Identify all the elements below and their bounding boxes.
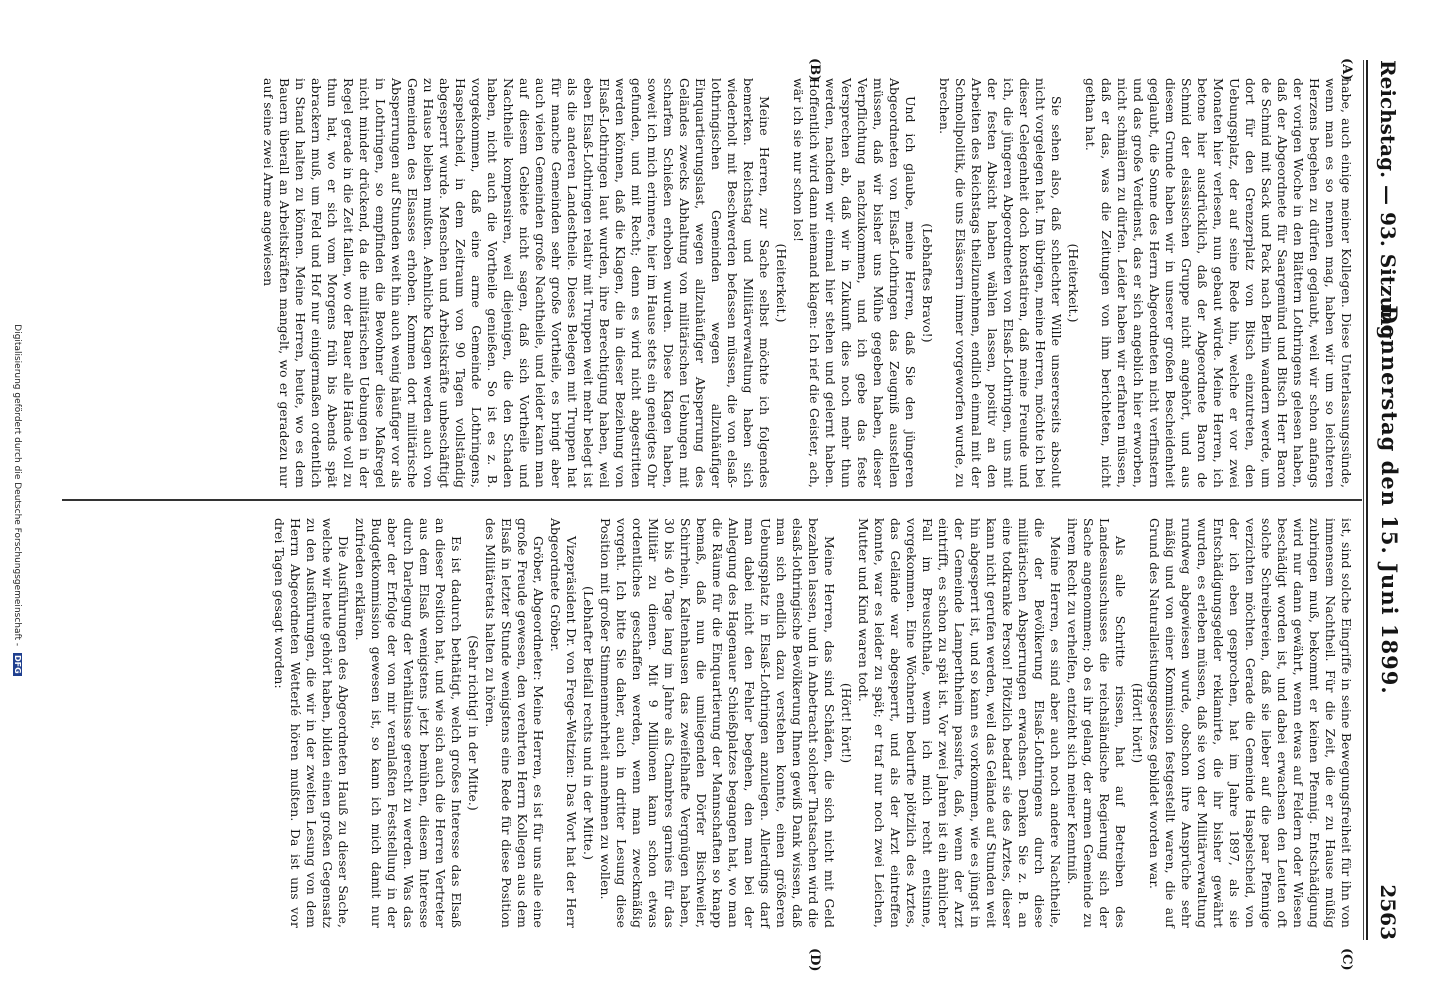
digitization-credit [8, 20, 22, 980]
header-session: Reichstag. — 93. Sitzung. [1376, 60, 1400, 347]
interjection: (Sehr richtig! in der Mitte.) [466, 635, 481, 811]
left-column [259, 78, 1354, 488]
paragraph: Es ist dadurch bethätigt, welch großes Interesse das Elsaß an dieser Position hat, und wie sich auch die Herren Vertreter aus dem Elsaß wenigstens jetzt bemühen, diesem Interesse durch Darlegung der Verhältnisse gerecht zu werden. Was das aber der Erfolge der von mir veranlaßten Feststellung in der Budgetkommission gewesen ist, so kann ich mich damit nur zufrieden erklären. [353, 518, 464, 928]
paragraph: Meine Herren, zur Sache selbst möchte ich folgendes bemerken. Reichstag und Militärverwaltung haben sich wiederholt mit Beschwerden befassen müssen, die von elsaß-lothringischen Gemeinden wegen allzuhäufiger Einquartierungslast, wegen allzuhäufiger Absperrung des Geländes zwecks Abhaltung von militärischen Uebungen mit scharfem Schießen erhoben wurden. Diese Klagen haben, soweit ich mich erinnere, hier im Hause stets ein geneigtes Ohr gefunden, und mit Recht; denn es wird nicht abgestritten werden können, daß die Klagen, die in dieser Beziehung von Elsaß-Lothringen laut wurden, ihre Berechtigung haben, weil eben Elsaß-Lothringen relativ mit Truppen weit mehr belegt ist als die anderen Landestheile. Dieses Belegen mit Truppen hat für manche Gemeinden sehr große Vortheile, es bringt aber auch vielen Gemeinden große Nachtheile, und leider kann man auf diesem Gebiete nicht sagen, daß sich Vortheile und Nachtheile kompensiren, weil diejenigen, die den Schaden haben, nicht auch die Vortheile genießen. So ist es z. B. vorgekommen, daß eine arme Gemeinde Lothringens, Haspelscheid, in dem Zeitraum von 90 Tagen vollständig abgesperrt wurde. Menschen und Arbeitskräfte unbeschäftigt zu Hause bleiben mußten. Aehnliche Klagen werden auch von Gemeinden des Elsasses erhoben. Kommen dort militärische Absperrungen auf Stunden weit hin auch wenig häufiger vor als in Lothringen, so empfinden die Bewohner diese Maßregel nicht minder drückend, da die militärischen Uebungen in der Regel gerade in die Zeit fallen, wo der Bauer alle Hände voll zu thun hat, wo er sich vom Morgens früh bis Abends spät abrackern muß, um Feld und Hof nur einigermaßen ordentlich in Stand halten zu können. Meine Herren, heute, wo es dem Bauern überall an Arbeitskräften mangelt, wo er geradezu nur auf seine zwei Arme angewiesen [261, 78, 772, 488]
dfg-logo: DFG [13, 655, 22, 674]
header-date: Donnerstag den 15. Juni 1899. [1377, 305, 1402, 695]
page-number: 2563 [1376, 884, 1400, 940]
footer-text: Digitalisierung gefördert durch die Deutsche Forschungsgemeinschaft - [12, 324, 22, 647]
paragraph: Vizepräsident Dr. von Frege-Weltzien: Das Wort hat der Herr Abgeordnete Gröber. [548, 518, 579, 928]
margin-marker-a: (A) [1339, 58, 1354, 81]
interjection: (Lebhaftes Bravo!) [920, 223, 935, 343]
paragraph: Und ich glaube, meine Herren, daß Sie den jüngeren Abgeordneten von Elsaß-Lothringen das Zeugniß ausstellen müssen, daß wir bisher uns Mühe gegeben haben, dieser Verpflichtung nachzukommen, und ich gebe das feste Versprechen ab, daß wir in Zukunft dies noch mehr thun werden, nachdem wir einmal hier stehen und gelernt haben. Hoffentlich wird dann niemand klagen: Ich rief die Geister, ach, wär ich sie nur schon los! [791, 78, 918, 488]
paragraph: Gröber, Abgeordneter: Meine Herren, es ist für uns alle eine große Freude gewesen, den verehrten Herrn Kollegen aus dem Elsaß in letzter Stunde wenigstens eine Rede für diese Position des Militäretats halten zu hören. [483, 518, 546, 928]
margin-marker-b: (B) [807, 58, 822, 82]
paragraph: ist, sind solche Eingriffe in seine Bewegungsfreiheit für ihn von immensem Nachtheil. Für die Zeit, die er zu Hause müßig zubringen muß, bekommt er keinen Pfennig. Entschädigung wird nur dann gewährt, wenn etwas auf Feldern oder Wiesen beschädigt worden ist, und dabei erwachsen den Leuten oft solche Schreibereien, daß sie lieber auf die paar Pfennige verzichten möchten. Gerade die Gemeinde Haspelscheid, von der ich eben gesprochen, hat im Jahre 1897, als sie Entschädigungsgelder reklamirte, die ihr bisher gewährt wurden, es erleben müssen, daß sie von der Militärverwaltung rundweg abgewiesen wurde, obschon ihre Ansprüche sehr mäßig und von einer Kommission festgestellt waren, die auf Grund des Naturalleistungsgesetzes gebildet worden war. [1147, 518, 1354, 928]
paragraph: Die Ausführungen des Abgeordneten Hauß zu dieser Sache, welche wir heute gehört haben, bilden einen großen Gegensatz zu den Ausführungen, die wir in der zweiten Lesung von dem Herrn Abgeordneten Wetterlé hören mußten. Da ist uns vor drei Tagen gesagt worden: [272, 518, 351, 928]
paragraph: Meine Herren, das sind Schäden, die sich nicht mit Geld bezahlen lassen, und in Anbetracht solcher Thatsachen wird die elsaß-lothringische Bevölkerung Ihnen gewiß Dank wissen, daß man sich endlich dazu verstehen konnte, einen größeren Uebungsplatz in Elsaß-Lothringen anzulegen. Allerdings darf man dabei nicht den Fehler begehen, den man bei der Anlegung des Hagenauer Schießplatzes begangen hat, wo man die Räume für die Einquartierung der Mannschaften so knapp bemaß, daß nun die umliegenden Dörfer Bischweiler, Schirrhein, Kaltenhausen das zweifelhafte Vergnügen haben, 30 bis 40 Tage lang im Jahre als Chambres garnies für das Militär zu dienen. Mit 9 Millionen kann schon etwas ordentliches geschaffen werden, wenn man zweckmäßig vorgeht. Ich bitte Sie daher, auch in dritter Lesung diese Position mit großer Stimmenmehrheit annehmen zu wollen. [598, 518, 837, 928]
interjection: (Hört! hört!) [1130, 682, 1145, 764]
interjection: (Lebhafter Beifall rechts und in der Mitte.) [581, 585, 596, 861]
interjection: (Heiterkeit.) [1066, 243, 1081, 323]
paragraph: habe, auch einige meiner Kollegen. Diese Unterlassungssünde, wenn man es so nennen mag, haben wir um so leichteren Herzens begehen zu dürfen geglaubt, weil wir schon anfangs der vorigen Woche in den Blättern Lothringens gelesen haben, daß der Abgeordnete für Saargemünd und Bitsch Herr Baron de Schmid mit Sack und Pack nach Berlin wandern werde, um dort für den Grenzerplatz von Bitsch einzutreten, den Uebungsplatz, der auf seine Rede hin, welche er vor zwei Monaten hier verlesen, nun gebaut würde. Meine Herren, ich betone hier ausdrücklich, daß der Abgeordnete Baron de Schmid der elsässischen Gruppe nicht angehört, und aus diesem Grunde haben wir in unserer großen Bescheidenheit geglaubt, die Sonne des Herrn Abgeordneten nicht verfinstern und das große Verdienst, das er sich angeblich hier erworben, nicht schmälern zu dürfen. Leider haben wir erfahren müssen, daß er das, was die Zeitungen von ihm berichteten, nicht gethan hat. [1083, 78, 1354, 488]
page-header [1372, 60, 1406, 940]
paragraph: Als alle Schritte rissen, hat auf Betreiben des Landesausschusses die reichsländische Regierung sich der Sache angenommen; ob es ihr gelang, der armen Gemeinde zu ihrem Recht zu verhelfen, entzieht sich meiner Kenntniß. [1065, 518, 1128, 928]
right-column [270, 518, 1354, 928]
paragraph: Sie sehen also, daß schlechter Wille unsererseits absolut nicht vorgelegen hat. Im übrigen, meine Herren, möchte ich bei dieser Gelegenheit doch konstatiren, daß meine Freunde und ich, die jüngeren Abgeordneten von Elsaß-Lothringen, uns mit der festen Absicht haben wählen lassen, positiv an den Arbeiten des Reichstags theilzunehmen, endlich einmal mit der Schmollpolitik, die uns Elsässern immer vorgeworfen wurde, zu brechen. [937, 78, 1064, 488]
header-rule-thin [1363, 60, 1364, 940]
header-rule [1366, 60, 1368, 940]
margin-marker-d: (D) [807, 948, 822, 972]
paragraph: Meine Herren, es sind aber auch noch andere Nachtheile, die der Bevölkerung Elsaß-Lothringens durch diese militärischen Absperrungen erwachsen. Denken Sie z. B. an eine todkranke Person! Plötzlich bedarf sie des Arztes, dieser kann nicht gerufen werden, weil das Gelände auf Stunden weit hin abgesperrt ist, und so kann es vorkommen, wie es jüngst in der Gemeinde Lamperthheim passirte, daß, wenn der Arzt eintrifft, es schon zu spät ist. Vor zwei Jahren ist ein ähnlicher Fall im Breuschthale, wenn ich mich recht entsinne, vorgekommen. Eine Wöchnerin bedurfte plötzlich des Arztes, das Gelände war abgesperrt, und als der Arzt eintreffen konnte, war es leider zu spät; er traf nur noch zwei Leichen, Mutter und Kind waren todt. [856, 518, 1063, 928]
column-divider [62, 499, 1362, 501]
margin-marker-c: (C) [1339, 948, 1354, 971]
interjection: (Heiterkeit.) [774, 243, 789, 323]
interjection: (Hört! hört!) [839, 682, 854, 764]
